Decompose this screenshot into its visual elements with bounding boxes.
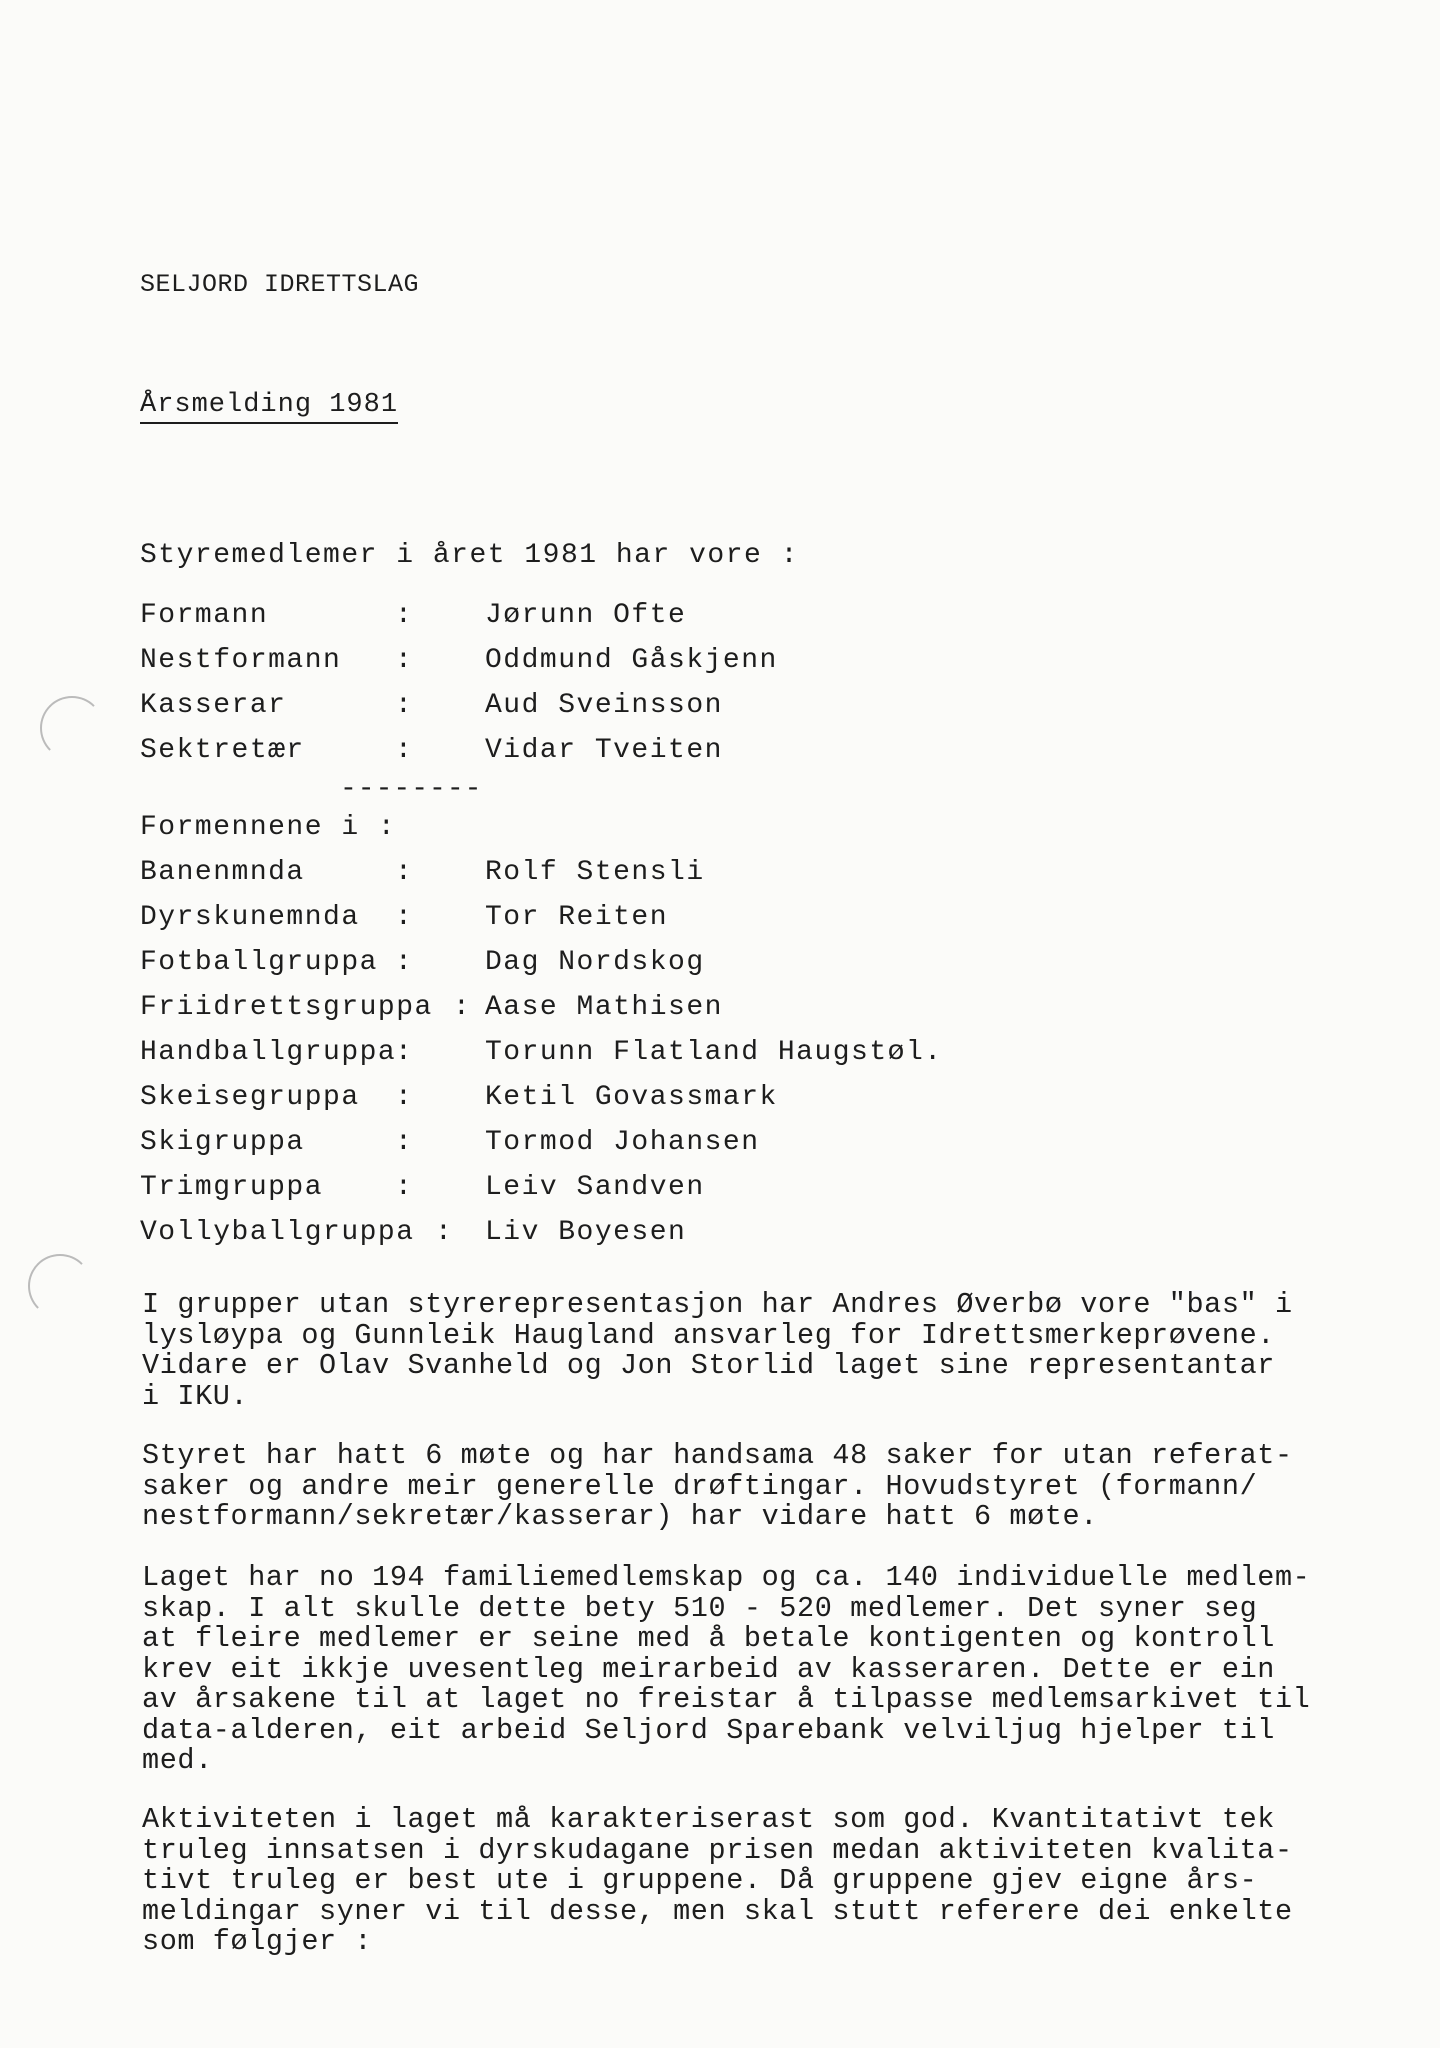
paragraph: Styret har hatt 6 møte og har handsama 48 saker for utan referat- saker og andre meir generelle drøftingar. Hovudstyret (formann/ nestformann/sekretær/kasserar) har vidare hatt 6 møte. — [142, 1439, 1293, 1533]
leader-role: Fotballgruppa — [140, 947, 378, 978]
leaders-heading: Formennene i : — [140, 812, 397, 843]
board-name: Vidar Tveiten — [485, 735, 723, 766]
board-role: Kasserar — [140, 690, 287, 721]
leader-role: Skeisegruppa — [140, 1082, 360, 1113]
leader-name: Aase Mathisen — [485, 992, 723, 1023]
leader-role: Friidrettsgruppa — [140, 992, 433, 1023]
board-role: Sektretær — [140, 735, 305, 766]
leader-role: Skigruppa — [140, 1127, 305, 1158]
leader-name: Rolf Stensli — [485, 857, 705, 888]
leader-role: Trimgruppa — [140, 1172, 324, 1203]
leader-name: Dag Nordskog — [485, 947, 705, 978]
leader-role: Vollyballgruppa — [140, 1217, 415, 1248]
leader-colon: : — [435, 1217, 454, 1248]
board-colon: : — [395, 735, 414, 766]
leader-name: Tor Reiten — [485, 902, 669, 933]
leader-role: Banenmnda — [140, 857, 305, 888]
leader-colon: : — [395, 1037, 414, 1068]
paragraph: I grupper utan styrerepresentasjon har Andres Øverbø vore "bas" i lysløypa og Gunnleik Haugland ansvarleg for Idrettsmerkeprøvene. Vidare er Olav Svanheld og Jon Storlid laget sine representantar i IKU. — [142, 1288, 1293, 1413]
document-title: Årsmelding 1981 — [140, 390, 398, 424]
leader-colon: : — [395, 1082, 414, 1113]
punch-hole-mark — [40, 696, 104, 760]
leader-colon: : — [453, 992, 472, 1023]
leader-colon: : — [395, 902, 414, 933]
leader-colon: : — [395, 1127, 414, 1158]
leader-colon: : — [395, 1172, 414, 1203]
board-role: Formann — [140, 600, 269, 631]
board-colon: : — [395, 690, 414, 721]
board-role: Nestformann — [140, 645, 342, 676]
leader-name: Ketil Govassmark — [485, 1082, 778, 1113]
leader-colon: : — [395, 857, 414, 888]
punch-hole-mark — [28, 1254, 92, 1318]
leader-role: Handballgruppa — [140, 1037, 397, 1068]
separator-line: -------- — [340, 774, 483, 805]
board-name: Aud Sveinsson — [485, 690, 723, 721]
leader-role: Dyrskunemnda — [140, 902, 360, 933]
paragraph: Laget har no 194 familiemedlemskap og ca. 140 individuelle medlem- skap. I alt skulle dette bety 510 - 520 medlemer. Det syner seg at fleire medlemer er seine med å betale kontigenten og kontroll krev eit ikkje uvesentleg meirarbeid av kasseraren. Dette er ein av årsakene til at laget no freistar å tilpasse medlemsarkivet til data-alderen, eit arbeid Seljord Sparebank velviljug hjelper til med. — [142, 1561, 1311, 1777]
leader-colon: : — [395, 947, 414, 978]
paragraph: Aktiviteten i laget må karakteriserast som god. Kvantitativt tek truleg innsatsen i dyrskudagane prisen medan aktiviteten kvalita- tivt truleg er best ute i gruppene. Då gruppene gjev eigne års- meldingar syner vi til desse, men skal stutt referere dei enkelte som følgjer : — [142, 1803, 1293, 1958]
leader-name: Liv Boyesen — [485, 1217, 687, 1248]
leader-name: Torunn Flatland Haugstøl. — [485, 1037, 943, 1068]
leader-name: Leiv Sandven — [485, 1172, 705, 1203]
board-colon: : — [395, 600, 414, 631]
board-name: Jørunn Ofte — [485, 600, 687, 631]
board-intro: Styremedlemer i året 1981 har vore : — [140, 540, 799, 571]
board-colon: : — [395, 645, 414, 676]
organization-name: SELJORD IDRETTSLAG — [140, 270, 420, 299]
leader-name: Tormod Johansen — [485, 1127, 760, 1158]
board-name: Oddmund Gåskjenn — [485, 645, 778, 676]
